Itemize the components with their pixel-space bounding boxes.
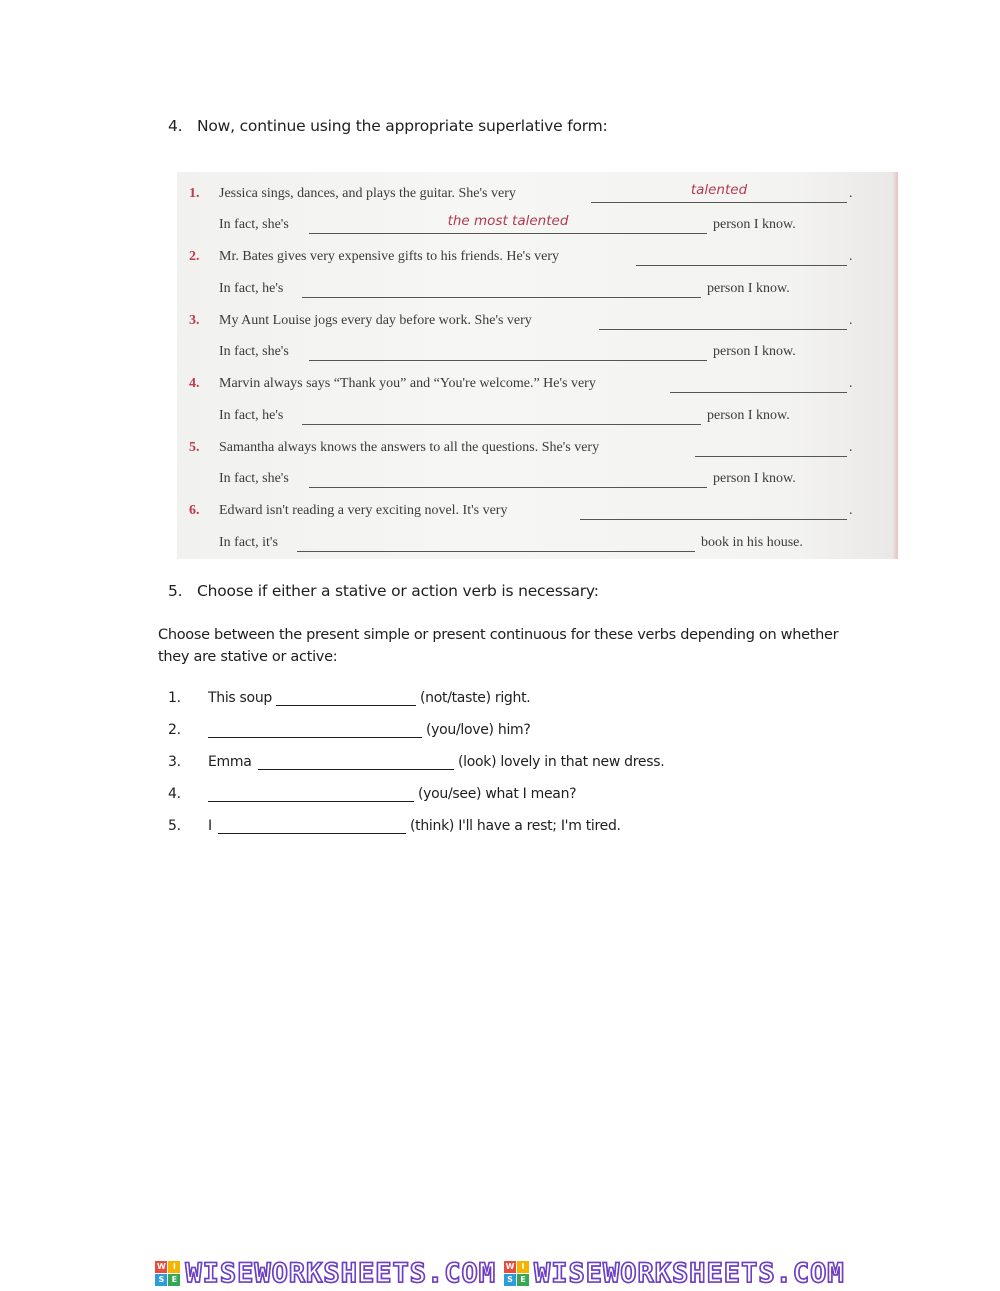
exercise-item-5	[168, 818, 728, 838]
logo-letter: S	[155, 1274, 167, 1286]
section-4-title: Now, continue using the appropriate superlative form:	[197, 117, 608, 135]
exercise-item-after: (not/taste) right.	[420, 690, 531, 706]
period: .	[849, 376, 853, 391]
section-4-heading	[168, 117, 608, 135]
scan-item-5-fact	[177, 471, 898, 489]
fact-prefix: In fact, he's	[219, 281, 284, 296]
answer-blank[interactable]	[302, 408, 701, 425]
period: .	[849, 186, 853, 201]
scan-item-number: 4.	[189, 376, 200, 391]
period: .	[849, 249, 853, 264]
scan-item-number: 5.	[189, 440, 200, 455]
period: .	[849, 313, 853, 328]
answer-blank[interactable]	[695, 440, 847, 457]
answer-blank[interactable]	[276, 691, 416, 706]
brand-logo-icon	[155, 1261, 180, 1286]
fact-prefix: In fact, she's	[219, 344, 289, 359]
answer-blank[interactable]	[218, 819, 406, 834]
brand-2[interactable]	[504, 1258, 845, 1289]
answer-blank[interactable]	[208, 723, 422, 738]
period: .	[849, 503, 853, 518]
scan-item-number: 2.	[189, 249, 200, 264]
scan-item-sentence: Mr. Bates gives very expensive gifts to his friends. He's very	[219, 249, 560, 264]
brand-logo-icon	[504, 1261, 529, 1286]
logo-letter: E	[168, 1274, 180, 1286]
logo-letter: W	[156, 1261, 166, 1271]
scan-item-1	[177, 182, 898, 204]
scan-item-2-fact	[177, 281, 898, 299]
answer-blank[interactable]	[302, 281, 701, 298]
exercise-item-after: (you/love) him?	[426, 722, 531, 738]
logo-letter: S	[504, 1274, 516, 1286]
exercise-item-number: 1.	[168, 690, 181, 706]
exercise-item-before: This soup	[208, 690, 272, 706]
answer-blank[interactable]	[309, 344, 707, 361]
brand-1[interactable]	[155, 1258, 496, 1289]
scan-item-3	[177, 313, 898, 331]
fact-suffix: person I know.	[707, 408, 790, 423]
scan-item-4	[177, 376, 898, 394]
scan-item-2	[177, 249, 898, 267]
answer-text: talented	[690, 182, 748, 198]
period: .	[849, 440, 853, 455]
exercise-item-before: I	[208, 818, 212, 834]
scan-item-3-fact	[177, 344, 898, 362]
exercise-item-number: 4.	[168, 786, 181, 802]
section-5-heading	[168, 582, 599, 600]
fact-suffix: person I know.	[713, 344, 796, 359]
answer-blank[interactable]	[309, 471, 707, 488]
logo-letter: W	[505, 1261, 515, 1271]
scan-item-number: 6.	[189, 503, 200, 518]
scanned-exercise	[177, 172, 898, 559]
answer-blank[interactable]	[591, 182, 847, 203]
footer-watermark	[0, 1255, 1000, 1291]
answer-blank[interactable]	[599, 313, 847, 330]
exercise-instruction: Choose between the present simple or present continuous for these verbs depending on whether they are stative or active:	[158, 627, 839, 665]
logo-letter: I	[517, 1261, 529, 1273]
fact-prefix: In fact, he's	[219, 408, 284, 423]
scan-item-5	[177, 440, 898, 458]
answer-blank[interactable]	[580, 503, 847, 520]
scan-item-sentence: My Aunt Louise jogs every day before work. She's very	[219, 313, 532, 328]
exercise-item-1	[168, 690, 688, 710]
section-4-number: 4.	[168, 117, 183, 135]
answer-blank[interactable]	[258, 755, 454, 770]
exercise-item-after: (look) lovely in that new dress.	[458, 754, 665, 770]
scan-item-number: 3.	[189, 313, 200, 328]
fact-suffix: person I know.	[713, 217, 796, 232]
fact-prefix: In fact, she's	[219, 217, 289, 232]
fact-suffix: book in his house.	[701, 535, 803, 550]
answer-blank[interactable]	[309, 213, 707, 234]
answer-text: the most talented	[447, 213, 569, 229]
scan-item-sentence: Edward isn't reading a very exciting novel. It's very	[219, 503, 508, 518]
fact-prefix: In fact, it's	[219, 535, 278, 550]
exercise-item-3	[168, 754, 728, 774]
answer-blank[interactable]	[297, 535, 695, 552]
exercise-item-before: Emma	[208, 754, 252, 770]
section-5-number: 5.	[168, 582, 183, 600]
scan-item-sentence: Jessica sings, dances, and plays the guitar. She's very	[219, 186, 516, 201]
scan-item-4-fact	[177, 408, 898, 426]
section-5-title: Choose if either a stative or action verb is necessary:	[197, 582, 599, 600]
fact-prefix: In fact, she's	[219, 471, 289, 486]
exercise-item-number: 5.	[168, 818, 181, 834]
exercise-item-4	[168, 786, 688, 806]
logo-letter: E	[517, 1274, 529, 1286]
answer-blank[interactable]	[636, 249, 847, 266]
exercise-item-number: 2.	[168, 722, 181, 738]
brand-text: WISEWORKSHEETS.COM	[185, 1257, 496, 1289]
scan-item-6-fact	[177, 535, 898, 553]
scan-item-sentence: Samantha always knows the answers to all the questions. She's very	[219, 440, 600, 455]
answer-blank[interactable]	[670, 376, 847, 393]
exercise-item-2	[168, 722, 688, 742]
scan-item-6	[177, 503, 898, 521]
exercise-item-after: (you/see) what I mean?	[418, 786, 577, 802]
answer-blank[interactable]	[208, 787, 414, 802]
scan-item-1-fact	[177, 213, 898, 235]
exercise-item-number: 3.	[168, 754, 181, 770]
scan-item-sentence: Marvin always says “Thank you” and “You're welcome.” He's very	[219, 376, 596, 391]
scan-item-number: 1.	[189, 186, 200, 201]
logo-letter: I	[168, 1261, 180, 1273]
exercise-item-after: (think) I'll have a rest; I'm tired.	[410, 818, 621, 834]
fact-suffix: person I know.	[707, 281, 790, 296]
brand-text: WISEWORKSHEETS.COM	[534, 1257, 845, 1289]
fact-suffix: person I know.	[713, 471, 796, 486]
